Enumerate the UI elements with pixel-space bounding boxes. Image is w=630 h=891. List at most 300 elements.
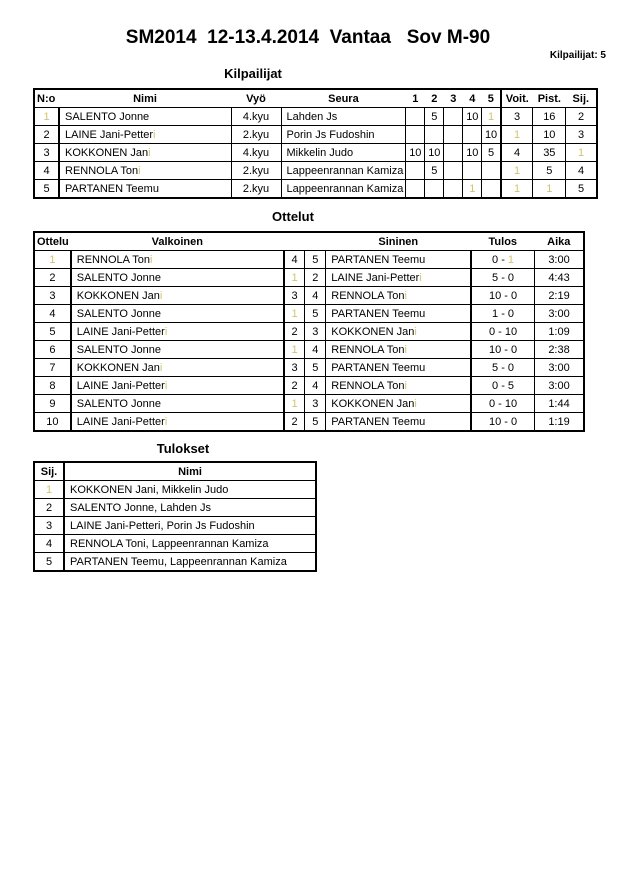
cell bbox=[284, 341, 305, 359]
cell-text: 10 - 0 bbox=[488, 289, 518, 302]
column-header: Aika bbox=[535, 232, 584, 251]
cell bbox=[71, 395, 284, 413]
kilpailijat-table bbox=[33, 88, 598, 199]
cell-text: Mikkelin Judo bbox=[286, 146, 354, 159]
cell-text: PARTANEN Teemu bbox=[65, 182, 159, 195]
cell-text: 3:00 bbox=[548, 253, 570, 266]
cell-text: 3:00 bbox=[548, 379, 570, 392]
kilpailijat-heading: Kilpailijat bbox=[224, 66, 282, 81]
cell bbox=[425, 180, 444, 199]
tulokset-table bbox=[33, 461, 317, 572]
cell bbox=[482, 108, 501, 126]
cell bbox=[281, 162, 406, 180]
cell-text: 7 bbox=[49, 361, 56, 374]
header-row bbox=[34, 462, 316, 481]
cell-text: 2 bbox=[291, 379, 298, 392]
cell bbox=[71, 377, 284, 395]
cell-text: 0 - bbox=[492, 253, 508, 266]
cell-text: KOKKONEN Jani, Mikkelin Judo bbox=[70, 483, 229, 496]
cell bbox=[34, 323, 71, 341]
cell-text: 35 bbox=[543, 146, 556, 159]
cell-text: 2 bbox=[45, 501, 53, 514]
cell bbox=[406, 108, 425, 126]
cell-text: 2 bbox=[43, 128, 50, 141]
cell bbox=[326, 287, 471, 305]
cell-text: 10 - 0 bbox=[488, 415, 518, 428]
cell-faint-text: i bbox=[404, 379, 407, 392]
cell-text: 4 bbox=[514, 146, 521, 159]
table-row bbox=[34, 323, 584, 341]
cell bbox=[34, 305, 71, 323]
cell bbox=[533, 126, 566, 144]
cell bbox=[64, 499, 316, 517]
header-row bbox=[34, 89, 597, 108]
cell-text: 5 bbox=[488, 146, 495, 159]
header-row bbox=[34, 232, 584, 251]
cell bbox=[471, 305, 535, 323]
cell bbox=[305, 341, 326, 359]
cell-text: LAINE Jani-Petter bbox=[76, 415, 165, 428]
cell bbox=[444, 126, 463, 144]
column-header: 3 bbox=[444, 89, 463, 108]
cell-text: 10 bbox=[428, 146, 441, 159]
column-header bbox=[305, 232, 326, 251]
cell-text: 0 - 5 bbox=[492, 379, 515, 392]
cell bbox=[305, 395, 326, 413]
cell-faint-text: i bbox=[159, 361, 163, 374]
cell-text: 4 bbox=[45, 537, 53, 550]
cell-faint-text: i bbox=[164, 325, 168, 338]
cell bbox=[326, 413, 471, 432]
cell-text: 1:44 bbox=[548, 397, 570, 410]
cell bbox=[482, 144, 501, 162]
cell-faint-text: i bbox=[148, 146, 151, 159]
cell-text: 5 bbox=[578, 182, 585, 195]
cell bbox=[444, 144, 463, 162]
cell bbox=[326, 395, 471, 413]
cell-faint-text: i bbox=[414, 325, 417, 338]
table-row bbox=[34, 126, 597, 144]
table-row bbox=[34, 413, 584, 432]
cell bbox=[281, 126, 406, 144]
cell-text: 3:00 bbox=[548, 361, 570, 374]
cell bbox=[284, 323, 305, 341]
cell-text: 9 bbox=[49, 397, 56, 410]
cell-text: KOKKONEN Jan bbox=[331, 397, 415, 410]
cell-text: 2 bbox=[291, 415, 298, 428]
cell-text: SALENTO Jonne bbox=[76, 307, 161, 320]
cell-faint-text: i bbox=[404, 289, 407, 302]
cell-text: 0 - 10 bbox=[488, 325, 518, 338]
column-header: N:o bbox=[34, 89, 59, 108]
cell bbox=[533, 144, 566, 162]
cell bbox=[305, 305, 326, 323]
cell bbox=[34, 108, 59, 126]
cell-text: LAINE Jani-Petter bbox=[331, 271, 420, 284]
cell bbox=[34, 251, 71, 269]
cell bbox=[231, 108, 281, 126]
cell bbox=[71, 305, 284, 323]
cell bbox=[64, 535, 316, 553]
cell-text: RENNOLA Ton bbox=[331, 289, 405, 302]
cell bbox=[326, 305, 471, 323]
page-title: SM2014 12-13.4.2014 Vantaa Sov M-90 bbox=[125, 27, 491, 48]
cell bbox=[34, 499, 64, 517]
cell bbox=[59, 144, 231, 162]
cell bbox=[64, 553, 316, 572]
table-row bbox=[34, 359, 584, 377]
cell bbox=[482, 180, 501, 199]
cell bbox=[533, 108, 566, 126]
cell bbox=[326, 359, 471, 377]
cell-text: 3 bbox=[312, 325, 319, 338]
cell bbox=[281, 144, 406, 162]
column-header: Voit. bbox=[501, 89, 533, 108]
cell bbox=[284, 287, 305, 305]
cell bbox=[566, 144, 597, 162]
cell bbox=[305, 413, 326, 432]
cell bbox=[71, 413, 284, 432]
cell bbox=[305, 251, 326, 269]
cell bbox=[34, 144, 59, 162]
cell bbox=[326, 341, 471, 359]
cell bbox=[406, 126, 425, 144]
table-row bbox=[34, 287, 584, 305]
cell bbox=[566, 108, 597, 126]
cell bbox=[34, 535, 64, 553]
cell-faint-text: i bbox=[419, 271, 422, 284]
cell bbox=[535, 323, 584, 341]
table-row bbox=[34, 144, 597, 162]
cell bbox=[34, 341, 71, 359]
cell bbox=[425, 126, 444, 144]
cell bbox=[535, 377, 584, 395]
cell bbox=[501, 162, 533, 180]
cell-text: 2 bbox=[291, 325, 298, 338]
cell-faint-text: 1 bbox=[514, 128, 521, 141]
cell-faint-text: 1 bbox=[49, 253, 56, 266]
cell-faint-text: 1 bbox=[488, 110, 495, 123]
cell-text: 2.kyu bbox=[242, 164, 270, 177]
column-header: Valkoinen bbox=[71, 232, 284, 251]
cell bbox=[34, 162, 59, 180]
cell bbox=[444, 180, 463, 199]
cell bbox=[231, 144, 281, 162]
cell bbox=[34, 377, 71, 395]
cell bbox=[463, 162, 482, 180]
cell-text: 10 bbox=[409, 146, 422, 159]
cell-faint-text: i bbox=[164, 415, 168, 428]
cell bbox=[406, 162, 425, 180]
cell bbox=[231, 126, 281, 144]
cell-faint-text: 1 bbox=[578, 146, 585, 159]
cell bbox=[59, 126, 231, 144]
cell-text: PARTANEN Teemu bbox=[331, 361, 426, 374]
cell-text: LAINE Jani-Petter bbox=[65, 128, 154, 141]
cell bbox=[535, 287, 584, 305]
cell bbox=[326, 377, 471, 395]
cell bbox=[535, 413, 584, 432]
cell-faint-text: 1 bbox=[469, 182, 476, 195]
cell-text: 4 bbox=[291, 253, 298, 266]
cell bbox=[71, 341, 284, 359]
cell-text: 2 bbox=[578, 110, 585, 123]
cell-faint-text: i bbox=[149, 253, 153, 266]
cell-text: 3 bbox=[291, 361, 298, 374]
cell-text: 3 bbox=[45, 519, 53, 532]
cell-text: 4.kyu bbox=[242, 110, 270, 123]
table-row bbox=[34, 499, 316, 517]
cell-text: 4 bbox=[43, 164, 50, 177]
cell-text: KOKKONEN Jan bbox=[76, 289, 160, 302]
cell-text: 4 bbox=[49, 307, 56, 320]
cell-faint-text: 1 bbox=[514, 164, 521, 177]
cell-text: 3:00 bbox=[548, 307, 570, 320]
competitor-count-label: Kilpailijat: 5 bbox=[549, 50, 606, 61]
cell bbox=[64, 481, 316, 499]
cell bbox=[501, 108, 533, 126]
cell bbox=[64, 517, 316, 535]
cell bbox=[34, 287, 71, 305]
cell bbox=[535, 305, 584, 323]
cell bbox=[34, 359, 71, 377]
cell-text: 2:38 bbox=[548, 343, 570, 356]
cell-faint-text: 1 bbox=[507, 253, 515, 266]
cell-text: PARTANEN Teemu bbox=[331, 415, 426, 428]
column-header: Nimi bbox=[59, 89, 231, 108]
cell bbox=[425, 162, 444, 180]
cell bbox=[305, 359, 326, 377]
cell bbox=[425, 108, 444, 126]
cell-text: RENNOLA Ton bbox=[331, 379, 405, 392]
cell-text: RENNOLA Ton bbox=[76, 253, 150, 266]
cell-text: 16 bbox=[543, 110, 556, 123]
cell-text: 6 bbox=[49, 343, 56, 356]
tulokset-heading: Tulokset bbox=[156, 441, 210, 456]
cell-text: RENNOLA Ton bbox=[65, 164, 139, 177]
cell bbox=[59, 162, 231, 180]
cell bbox=[284, 413, 305, 432]
cell bbox=[284, 305, 305, 323]
cell-text: Porin Js Fudoshin bbox=[286, 128, 375, 141]
cell-text: 10 bbox=[543, 128, 556, 141]
cell-text: 1:19 bbox=[548, 415, 570, 428]
cell bbox=[34, 395, 71, 413]
cell-text: 0 - 10 bbox=[488, 397, 518, 410]
cell bbox=[281, 108, 406, 126]
cell bbox=[284, 377, 305, 395]
cell bbox=[305, 377, 326, 395]
cell bbox=[34, 517, 64, 535]
cell-faint-text: i bbox=[153, 128, 156, 141]
column-header: Nimi bbox=[64, 462, 316, 481]
column-header: Sij. bbox=[34, 462, 64, 481]
column-header bbox=[284, 232, 305, 251]
cell-faint-text: i bbox=[414, 397, 417, 410]
cell-text: RENNOLA Ton bbox=[331, 343, 405, 356]
cell bbox=[501, 126, 533, 144]
cell-text: 5 bbox=[312, 361, 319, 374]
table-row bbox=[34, 517, 316, 535]
cell bbox=[71, 359, 284, 377]
cell bbox=[284, 269, 305, 287]
cell bbox=[284, 251, 305, 269]
table-row bbox=[34, 162, 597, 180]
table-row bbox=[34, 251, 584, 269]
cell-text: 4:43 bbox=[548, 271, 570, 284]
cell-faint-text: i bbox=[404, 343, 407, 356]
cell-text: 5 - 0 bbox=[492, 271, 515, 284]
cell bbox=[501, 144, 533, 162]
cell-text: 5 bbox=[312, 415, 319, 428]
cell-text: 3 bbox=[312, 397, 319, 410]
cell-text: LAINE Jani-Petter bbox=[76, 325, 165, 338]
cell-text: LAINE Jani-Petteri, Porin Js Fudoshin bbox=[70, 519, 255, 532]
cell-text: 5 bbox=[43, 182, 50, 195]
table-row bbox=[34, 481, 316, 499]
cell-faint-text: 1 bbox=[291, 343, 298, 356]
cell-text: SALENTO Jonne bbox=[76, 343, 161, 356]
cell bbox=[535, 359, 584, 377]
column-header: Seura bbox=[281, 89, 406, 108]
cell-text: SALENTO Jonne bbox=[76, 271, 161, 284]
table-row bbox=[34, 395, 584, 413]
column-header: 5 bbox=[482, 89, 501, 108]
table-row bbox=[34, 305, 584, 323]
ottelut-heading: Ottelut bbox=[272, 209, 314, 224]
cell bbox=[326, 251, 471, 269]
cell bbox=[463, 180, 482, 199]
cell bbox=[71, 269, 284, 287]
cell-text: 10 - 0 bbox=[488, 343, 518, 356]
cell bbox=[425, 144, 444, 162]
cell bbox=[501, 180, 533, 199]
cell bbox=[535, 395, 584, 413]
cell bbox=[34, 126, 59, 144]
cell bbox=[326, 323, 471, 341]
cell bbox=[471, 359, 535, 377]
cell-text: 1:09 bbox=[548, 325, 570, 338]
cell-text: 4 bbox=[578, 164, 585, 177]
cell bbox=[231, 180, 281, 199]
cell-text: SALENTO Jonne bbox=[65, 110, 150, 123]
cell-faint-text: 1 bbox=[291, 397, 298, 410]
cell-text: 10 bbox=[466, 146, 479, 159]
cell bbox=[231, 162, 281, 180]
cell bbox=[533, 180, 566, 199]
cell-text: 2:19 bbox=[548, 289, 570, 302]
cell-text: 4.kyu bbox=[242, 146, 270, 159]
cell-text: Lappeenrannan Kamiza bbox=[286, 182, 404, 195]
cell bbox=[444, 162, 463, 180]
cell-text: PARTANEN Teemu bbox=[331, 253, 426, 266]
cell bbox=[533, 162, 566, 180]
cell bbox=[34, 413, 71, 432]
cell bbox=[535, 341, 584, 359]
cell-text: KOKKONEN Jan bbox=[331, 325, 415, 338]
cell bbox=[71, 251, 284, 269]
cell-text: KOKKONEN Jan bbox=[76, 361, 160, 374]
cell-faint-text: 1 bbox=[43, 110, 50, 123]
cell bbox=[463, 108, 482, 126]
cell-faint-text: 1 bbox=[514, 182, 521, 195]
cell-text: 2 bbox=[312, 271, 319, 284]
column-header: Tulos bbox=[471, 232, 535, 251]
column-header: Sininen bbox=[326, 232, 471, 251]
cell bbox=[471, 413, 535, 432]
cell bbox=[34, 269, 71, 287]
cell-text: SALENTO Jonne, Lahden Js bbox=[70, 501, 212, 514]
cell bbox=[284, 359, 305, 377]
cell-text: 5 - 0 bbox=[492, 361, 515, 374]
cell bbox=[535, 251, 584, 269]
cell-text: 8 bbox=[49, 379, 56, 392]
cell-faint-text: i bbox=[138, 164, 141, 177]
cell bbox=[471, 251, 535, 269]
cell bbox=[305, 323, 326, 341]
cell bbox=[471, 287, 535, 305]
table-row bbox=[34, 341, 584, 359]
cell-text: 2.kyu bbox=[242, 128, 270, 141]
column-header: Vyö bbox=[231, 89, 281, 108]
cell-text: 5 bbox=[431, 110, 438, 123]
cell bbox=[34, 481, 64, 499]
cell-text: LAINE Jani-Petter bbox=[76, 379, 165, 392]
cell-text: 3 bbox=[578, 128, 585, 141]
column-header: Pist. bbox=[533, 89, 566, 108]
cell bbox=[305, 269, 326, 287]
cell-text: 5 bbox=[431, 164, 438, 177]
cell bbox=[284, 395, 305, 413]
cell bbox=[406, 144, 425, 162]
column-header: Ottelu bbox=[34, 232, 71, 251]
cell-faint-text: 1 bbox=[546, 182, 553, 195]
cell-text: 10 bbox=[484, 128, 498, 141]
cell-faint-text: i bbox=[164, 379, 168, 392]
cell bbox=[59, 108, 231, 126]
cell bbox=[71, 287, 284, 305]
cell-text: 4 bbox=[312, 343, 319, 356]
column-header: 2 bbox=[425, 89, 444, 108]
cell-text: 5 bbox=[49, 325, 56, 338]
cell-faint-text: i bbox=[159, 289, 163, 302]
cell bbox=[566, 126, 597, 144]
cell bbox=[463, 144, 482, 162]
column-header: Sij. bbox=[566, 89, 597, 108]
cell-text: 10 bbox=[46, 415, 59, 428]
column-header: 1 bbox=[406, 89, 425, 108]
cell-text: 3 bbox=[49, 289, 56, 302]
table-row bbox=[34, 269, 584, 287]
cell-text: 2 bbox=[49, 271, 56, 284]
cell bbox=[471, 323, 535, 341]
cell-text: KOKKONEN Jan bbox=[65, 146, 149, 159]
cell bbox=[471, 377, 535, 395]
cell-text: 10 bbox=[466, 110, 479, 123]
cell-text: 4 bbox=[312, 379, 319, 392]
table-row bbox=[34, 553, 316, 572]
cell-text: 5 bbox=[312, 253, 319, 266]
cell bbox=[535, 269, 584, 287]
cell bbox=[566, 162, 597, 180]
table-row bbox=[34, 377, 584, 395]
cell bbox=[281, 180, 406, 199]
cell-faint-text: 1 bbox=[291, 307, 298, 320]
cell bbox=[71, 323, 284, 341]
cell bbox=[59, 180, 231, 199]
cell bbox=[34, 553, 64, 572]
cell-text: RENNOLA Toni, Lappeenrannan Kamiza bbox=[70, 537, 269, 550]
